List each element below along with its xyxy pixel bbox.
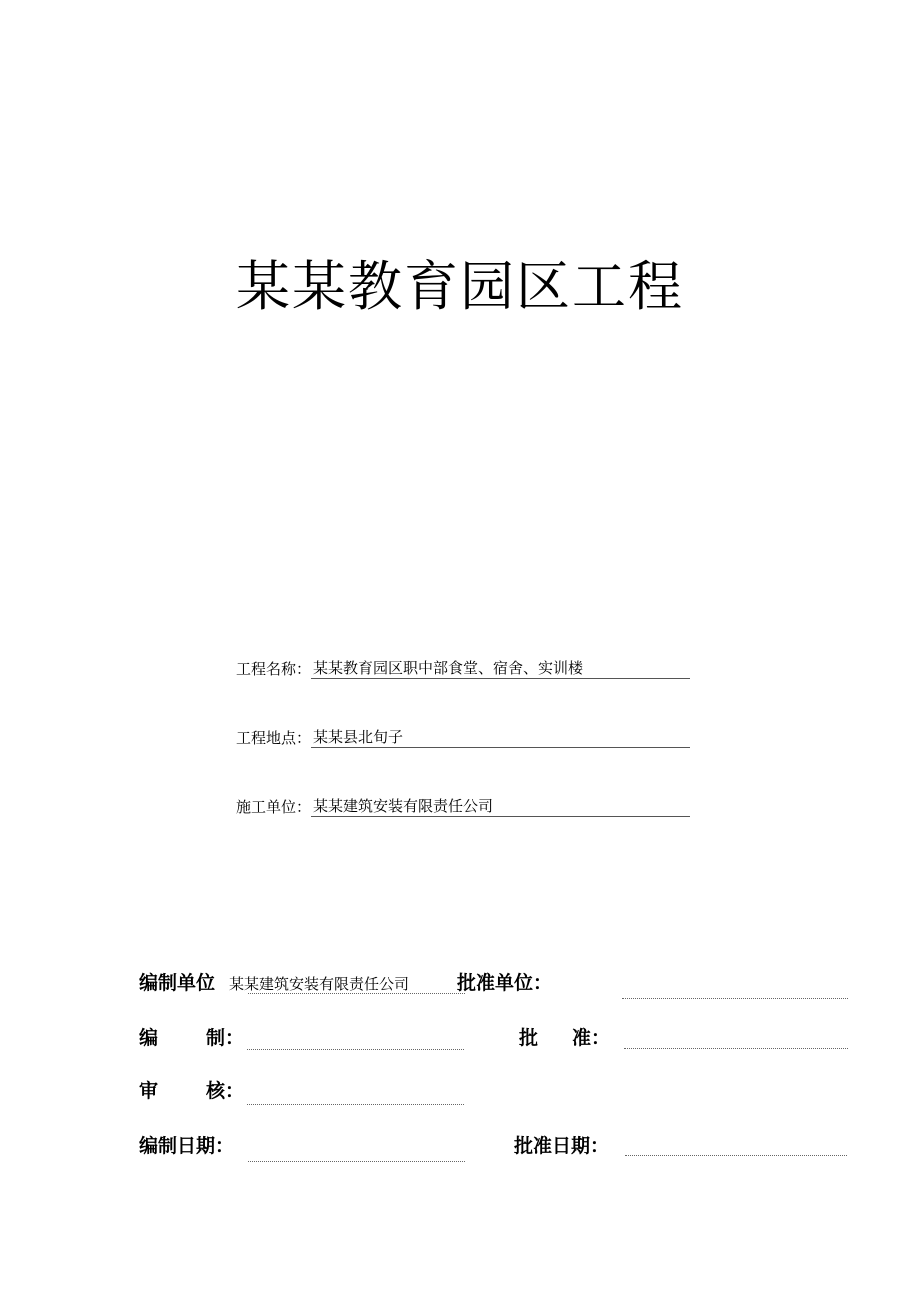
- approver-line[interactable]: [624, 1048, 848, 1049]
- project-location-value: 某某县北旬子: [311, 727, 690, 748]
- compile-unit-line: [248, 993, 465, 994]
- reviewer-label-char-1: 审: [139, 1080, 159, 1102]
- approve-date-line[interactable]: [625, 1155, 847, 1156]
- compile-date-line[interactable]: [248, 1161, 465, 1162]
- approver-label-char-2: 准：: [572, 1027, 611, 1049]
- construction-unit-value: 某某建筑安装有限责任公司: [311, 796, 690, 817]
- approve-unit-line[interactable]: [622, 998, 848, 999]
- compiler-label-char-1: 编: [139, 1027, 159, 1049]
- document-title: 某某教育园区工程: [236, 255, 684, 318]
- project-name-value: 某某教育园区职中部食堂、宿舍、实训楼: [311, 658, 690, 679]
- approver-label-char-1: 批: [519, 1027, 539, 1049]
- compiler-label-char-2: 制：: [206, 1027, 245, 1049]
- approve-date-label: 批准日期：: [514, 1135, 610, 1157]
- approve-unit-label: 批准单位：: [457, 972, 553, 994]
- compile-date-label: 编制日期：: [139, 1135, 235, 1157]
- project-name-label: 工程名称：: [236, 660, 312, 678]
- compile-unit-value: 某某建筑安装有限责任公司: [229, 975, 410, 993]
- construction-unit-row: [236, 793, 690, 817]
- project-location-label: 工程地点：: [236, 729, 312, 747]
- compiler-line[interactable]: [247, 1049, 464, 1050]
- compile-unit-label: 编制单位: [139, 972, 216, 994]
- construction-unit-label: 施工单位：: [236, 798, 312, 816]
- project-name-row: [236, 655, 690, 679]
- reviewer-line[interactable]: [247, 1104, 464, 1105]
- project-location-row: [236, 724, 690, 748]
- reviewer-label-char-2: 核：: [206, 1080, 245, 1102]
